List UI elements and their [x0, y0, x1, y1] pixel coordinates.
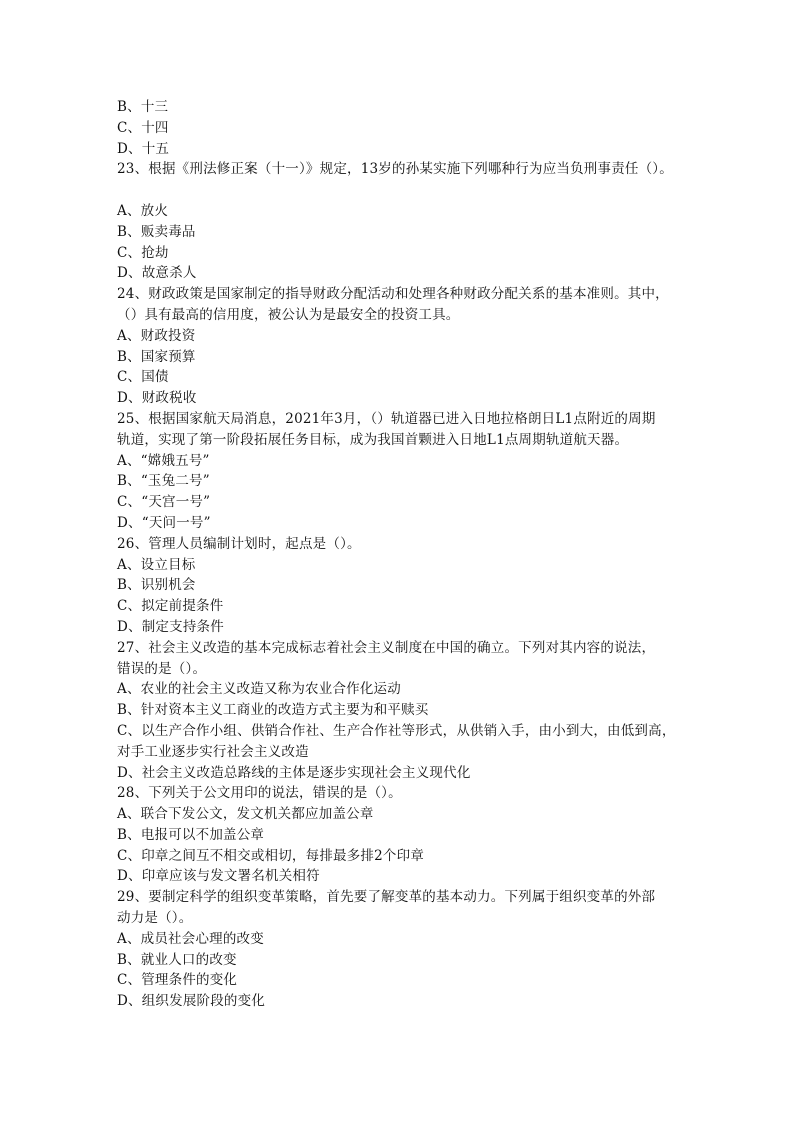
option-a-23: A、放火 — [117, 202, 169, 219]
option-b-25: B、“玉兔二号” — [117, 473, 210, 490]
option-c-24: C、国债 — [117, 369, 169, 386]
option-a-24: A、财政投资 — [117, 327, 196, 344]
option-c-27-line2: 对手工业逐步实行社会主义改造 — [117, 743, 309, 760]
question-24-line2: （）具有最高的信用度，被公认为是最安全的投资工具。 — [117, 306, 460, 323]
option-c-28: C、印章之间互不相交或相切，每排最多排2个印章 — [117, 847, 425, 864]
option-b-26: B、识别机会 — [117, 577, 196, 594]
option-b-22: B、十三 — [117, 99, 169, 115]
option-b-23: B、贩卖毒品 — [117, 223, 196, 240]
question-25-line2: 轨道，实现了第一阶段拓展任务目标，成为我国首颗进入日地L1点周期轨道航天器。 — [117, 431, 629, 448]
option-d-29: D、组织发展阶段的变化 — [117, 993, 266, 1010]
option-d-22: D、十五 — [117, 140, 170, 157]
question-23: 23、根据《刑法修正案（十一）》规定，13岁的孙某实施下列哪种行为应当负刑事责任（）。 — [117, 161, 673, 178]
option-c-23: C、抢劫 — [117, 244, 169, 261]
option-c-29: C、管理条件的变化 — [117, 972, 238, 989]
option-c-26: C、拟定前提条件 — [117, 598, 224, 615]
question-29-line1: 29、要制定科学的组织变革策略，首先要了解变革的基本动力。下列属于组织变革的外部 — [117, 889, 656, 906]
option-d-26: D、制定支持条件 — [117, 618, 224, 635]
option-a-26: A、设立目标 — [117, 556, 196, 573]
question-28: 28、下列关于公文用印的说法，错误的是（）。 — [117, 785, 402, 802]
option-a-27: A、农业的社会主义改造又称为农业合作化运动 — [117, 681, 401, 698]
option-c-25: C、“天宫一号” — [117, 494, 211, 511]
option-c-27-line1: C、以生产合作小组、供销合作社、生产合作社等形式，从供销入手，由小到大，由低到高， — [117, 722, 676, 739]
option-d-23: D、故意杀人 — [117, 265, 197, 282]
option-a-28: A、联合下发公文，发文机关都应加盖公章 — [117, 806, 374, 823]
option-b-24: B、国家预算 — [117, 348, 196, 365]
option-b-28: B、电报可以不加盖公章 — [117, 826, 265, 843]
option-d-28: D、印章应该与发文署名机关相符 — [117, 868, 320, 885]
option-a-29: A、成员社会心理的改变 — [117, 930, 264, 947]
option-d-24: D、财政税收 — [117, 390, 197, 407]
option-d-27: D、社会主义改造总路线的主体是逐步实现社会主义现代化 — [117, 764, 471, 781]
option-d-25: D、“天问一号” — [117, 514, 211, 531]
question-24-line1: 24、财政政策是国家制定的指导财政分配活动和处理各种财政分配关系的基本准则。其中， — [117, 286, 669, 303]
question-25-line1: 25、根据国家航天局消息，2021年3月，（）轨道器已进入日地拉格朗日L1点附近的周期 — [117, 410, 656, 427]
document-page — [117, 97, 687, 1012]
blank-line — [117, 180, 687, 201]
question-26: 26、管理人员编制计划时，起点是（）。 — [117, 535, 361, 552]
option-c-22: C、十四 — [117, 119, 169, 136]
question-27-line1: 27、社会主义改造的基本完成标志着社会主义制度在中国的确立。下列对其内容的说法， — [117, 639, 656, 656]
question-27-line2: 错误的是（）。 — [117, 660, 207, 677]
option-b-27: B、针对资本主义工商业的改造方式主要为和平赎买 — [117, 702, 429, 719]
option-a-25: A、“嫦娥五号” — [117, 452, 210, 469]
option-b-29: B、就业人口的改变 — [117, 951, 237, 968]
question-29-line2: 动力是（）。 — [117, 910, 193, 927]
